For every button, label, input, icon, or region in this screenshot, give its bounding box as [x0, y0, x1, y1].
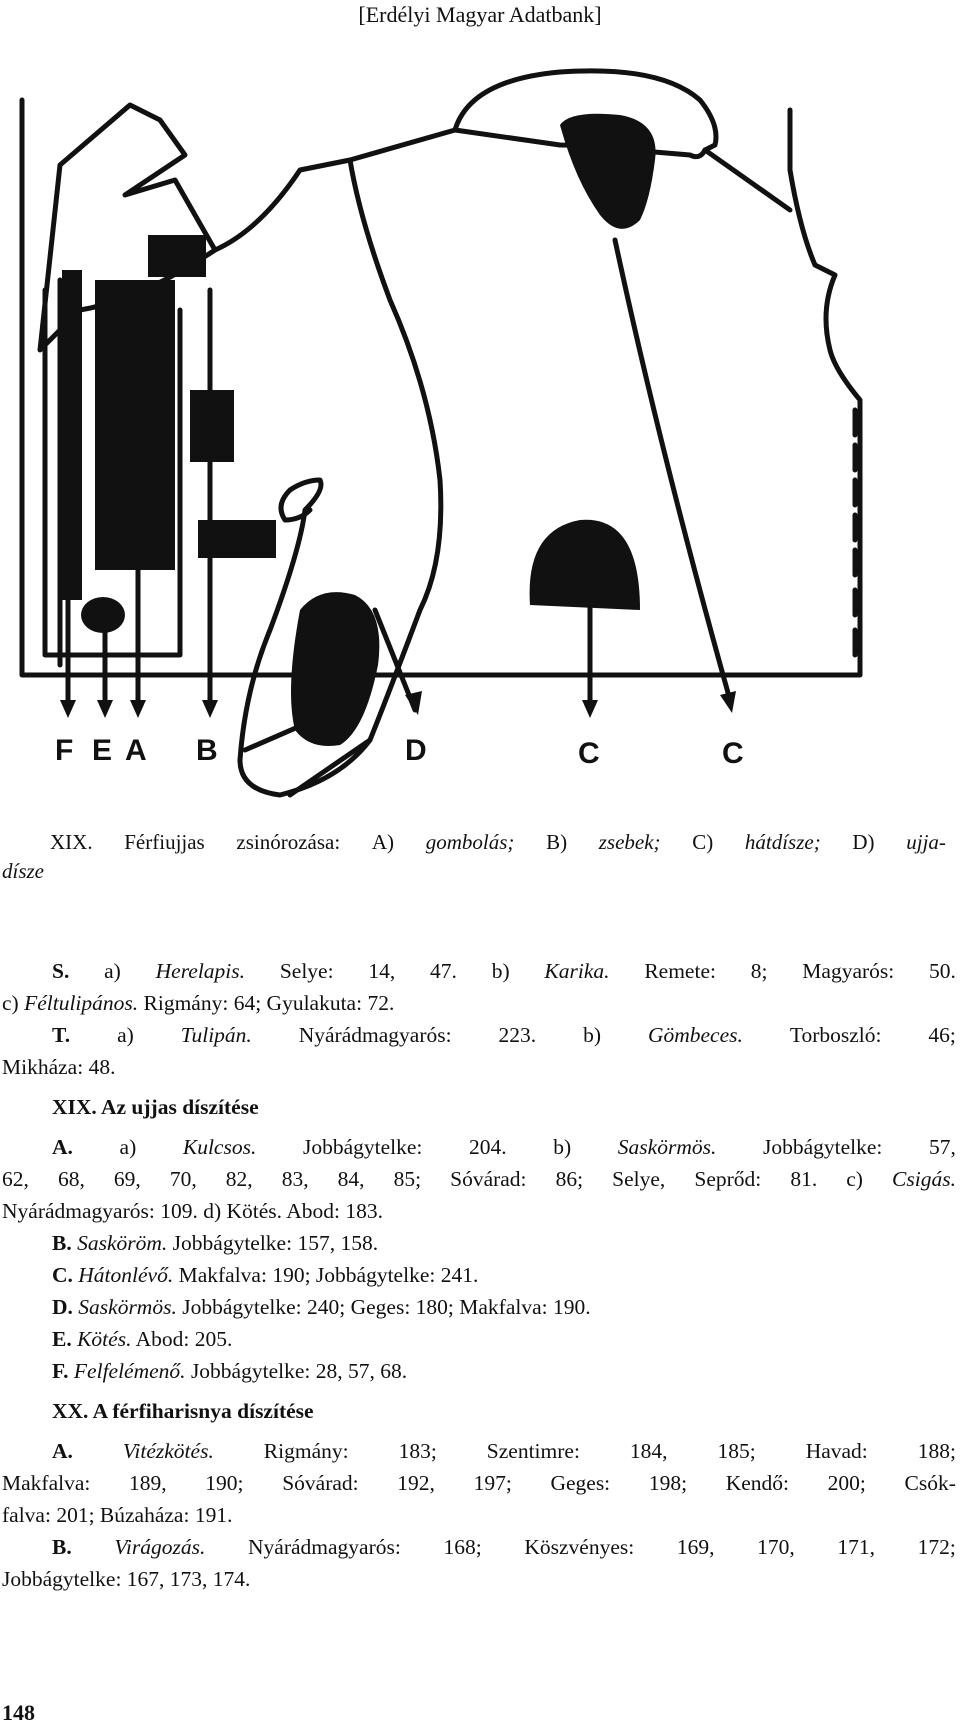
entry-letter: A.	[52, 1439, 73, 1463]
entry-letter: D.	[52, 1295, 73, 1319]
entry-b	[2, 1227, 956, 1259]
word: 204.	[469, 1135, 507, 1159]
word: Jobbágytelke: 157, 158.	[172, 1231, 379, 1255]
word: a)	[104, 959, 121, 983]
entry-xx-a-line-3: falva: 201; Búzaháza: 191.	[2, 1503, 233, 1527]
word: 192,	[397, 1471, 435, 1495]
caption-word: zsinórozása:	[236, 830, 341, 854]
word: Herelapis.	[155, 959, 246, 983]
entry-t-line-2: Mikháza: 48.	[2, 1055, 116, 1079]
word: Hátonlévő.	[78, 1263, 174, 1287]
pocket-ornament-1	[148, 235, 206, 277]
word: Karika.	[544, 959, 610, 983]
word: Torboszló:	[789, 1023, 882, 1047]
page-header: [Erdélyi Magyar Adatbank]	[358, 2, 602, 27]
word: 70,	[169, 1167, 197, 1191]
entry-letter: T.	[52, 1023, 71, 1047]
section-heading-xx: XX. A férfiharisnya díszítése	[52, 1399, 314, 1423]
word: 198;	[648, 1471, 688, 1495]
word: 169,	[676, 1535, 715, 1559]
word: Sóvárad:	[282, 1471, 359, 1495]
word: 171,	[837, 1535, 876, 1559]
word: 62,	[2, 1167, 29, 1191]
word: 223.	[498, 1023, 537, 1047]
word: Felfelémenő.	[73, 1359, 186, 1383]
arrowhead-c2	[720, 691, 736, 713]
entry-c	[2, 1259, 956, 1291]
word: 190;	[205, 1471, 244, 1495]
entry-xx-b-line-2: Jobbágytelke: 167, 173, 174.	[2, 1567, 251, 1591]
word: 68,	[57, 1167, 85, 1191]
pocket-ornament-3	[198, 520, 276, 558]
word: Rigmány:	[263, 1439, 349, 1463]
entry-xx-a-line-2	[2, 1467, 956, 1499]
word: 168;	[443, 1535, 482, 1559]
caption-word: zsebek;	[598, 830, 661, 854]
word: Makfalva:	[2, 1471, 91, 1495]
figure-label-c1: C	[578, 737, 600, 770]
figure-label-f: F	[55, 734, 74, 767]
word: 8;	[750, 959, 768, 983]
word: a)	[117, 1023, 134, 1047]
word: b)	[553, 1135, 572, 1159]
word: Havad:	[805, 1439, 868, 1463]
word: 47.	[430, 959, 457, 983]
caption-line-1	[0, 830, 960, 855]
entry-letter: C.	[52, 1263, 73, 1287]
caption-line-2	[0, 859, 960, 884]
word: c)	[846, 1167, 863, 1191]
word: 57,	[929, 1135, 956, 1159]
word: Makfalva: 190; Jobbágytelke: 241.	[178, 1263, 479, 1287]
word: 184,	[629, 1439, 668, 1463]
back-ornament	[530, 520, 640, 610]
pocket-ornament-2	[190, 390, 234, 462]
word: Szentimre:	[486, 1439, 580, 1463]
caption-word: dísze	[2, 859, 44, 883]
word: Köszvényes:	[524, 1535, 635, 1559]
word: 83,	[281, 1167, 309, 1191]
arrowhead-b	[202, 700, 218, 718]
arrowhead-a	[130, 700, 146, 718]
caption-word: C)	[692, 830, 714, 854]
page-number: 148	[2, 1700, 35, 1725]
entry-s-line-2	[2, 987, 956, 1019]
entry-letter: B.	[52, 1535, 72, 1559]
entry-a-line-2	[2, 1163, 956, 1195]
word: Saskörmös.	[78, 1295, 177, 1319]
entry-f	[2, 1355, 956, 1387]
entry-a-line-1	[2, 1131, 956, 1163]
jacket-illustration	[0, 50, 960, 810]
word: 170,	[757, 1535, 795, 1559]
arrowhead-f	[60, 700, 76, 718]
collar-ornament	[560, 114, 656, 229]
figure-label-b: B	[196, 734, 218, 767]
word: Gömbeces.	[647, 1023, 743, 1047]
word: 188;	[917, 1439, 956, 1463]
word: Jobbágytelke: 240; Geges: 180; Makfalva: 190.	[182, 1295, 591, 1319]
entry-s-line-1	[2, 955, 956, 987]
word: Sóvárad:	[450, 1167, 527, 1191]
entry-xx-b-line-1	[2, 1531, 956, 1563]
pocket-ornament-large	[95, 280, 175, 570]
word: Virágozás.	[114, 1535, 206, 1559]
word: Saskörmös.	[617, 1135, 717, 1159]
entry-letter: A.	[52, 1135, 73, 1159]
caption-word: D)	[852, 830, 875, 854]
arrowhead-c1	[582, 700, 598, 718]
caption-word: gombolás;	[425, 830, 515, 854]
word: Rigmány: 64; Gyulakuta: 72.	[143, 991, 395, 1015]
entry-letter: F.	[52, 1359, 69, 1383]
word: Jobbágytelke:	[302, 1135, 423, 1159]
word: 69,	[113, 1167, 141, 1191]
entry-d	[2, 1291, 956, 1323]
word: 14,	[368, 959, 396, 983]
word: Remete:	[644, 959, 716, 983]
caption-word: XIX.	[50, 830, 93, 854]
arrowhead-e	[97, 700, 113, 718]
sleeve-ornament	[291, 592, 379, 746]
page-body	[2, 955, 956, 1595]
word: 50.	[929, 959, 956, 983]
word: 183;	[398, 1439, 437, 1463]
word: Geges:	[550, 1471, 611, 1495]
figure-label-e: E	[92, 734, 113, 767]
entry-xx-a-line-1	[2, 1435, 956, 1467]
word: Magyarós:	[802, 959, 895, 983]
word: 200;	[827, 1471, 866, 1495]
section-heading-xix: XIX. Az ujjas díszítése	[52, 1095, 259, 1119]
word: 185;	[717, 1439, 756, 1463]
word: 172;	[917, 1535, 956, 1559]
entry-letter: S.	[52, 959, 70, 983]
button-ornament	[81, 597, 125, 633]
word: 46;	[928, 1023, 956, 1047]
word: 189,	[129, 1471, 167, 1495]
word: a)	[119, 1135, 137, 1159]
word: Selye,	[612, 1167, 666, 1191]
caption-word: ujja-	[906, 830, 946, 854]
word: Tulipán.	[180, 1023, 252, 1047]
word: Jobbágytelke: 28, 57, 68.	[190, 1359, 408, 1383]
word: Kötés.	[77, 1327, 132, 1351]
word: Selye:	[279, 959, 334, 983]
caption-word: B)	[546, 830, 568, 854]
word: Seprőd:	[694, 1167, 762, 1191]
word: Kulcsos.	[182, 1135, 257, 1159]
word: Csigás.	[892, 1167, 956, 1191]
figure-label-d: D	[405, 734, 427, 767]
word: Féltulipános.	[24, 991, 139, 1015]
word: Jobbágytelke:	[762, 1135, 883, 1159]
entry-letter: E.	[52, 1327, 72, 1351]
entry-letter: B.	[52, 1231, 72, 1255]
pocket-ornament-strip	[62, 270, 82, 600]
word: Kendő:	[725, 1471, 789, 1495]
entry-a-line-3: Nyárádmagyarós: 109. d) Kötés. Abod: 183.	[2, 1199, 383, 1223]
word: 86;	[555, 1167, 584, 1191]
figure-label-c2: C	[722, 737, 744, 770]
word: 84,	[337, 1167, 365, 1191]
word: 81.	[790, 1167, 818, 1191]
word: Abod: 205.	[135, 1327, 233, 1351]
word: 197;	[473, 1471, 512, 1495]
word: Nyárádmagyarós:	[298, 1023, 452, 1047]
entry-e	[2, 1323, 956, 1355]
word: Nyárádmagyarós:	[248, 1535, 401, 1559]
caption-word: Férfiujjas	[124, 830, 205, 854]
caption-word: hátdísze;	[744, 830, 821, 854]
figure-label-a: A	[125, 734, 147, 767]
word: c)	[2, 991, 19, 1015]
word: Vitézkötés.	[122, 1439, 214, 1463]
word: Csók-	[904, 1471, 956, 1495]
word: 85;	[393, 1167, 422, 1191]
caption-word: A)	[371, 830, 395, 854]
back-arrow-line-2	[615, 240, 730, 700]
figure-caption	[0, 830, 960, 884]
word: 82,	[225, 1167, 253, 1191]
entry-t-line-1	[2, 1019, 956, 1051]
word: Sasköröm.	[77, 1231, 168, 1255]
word: b)	[491, 959, 510, 983]
word: b)	[583, 1023, 601, 1047]
